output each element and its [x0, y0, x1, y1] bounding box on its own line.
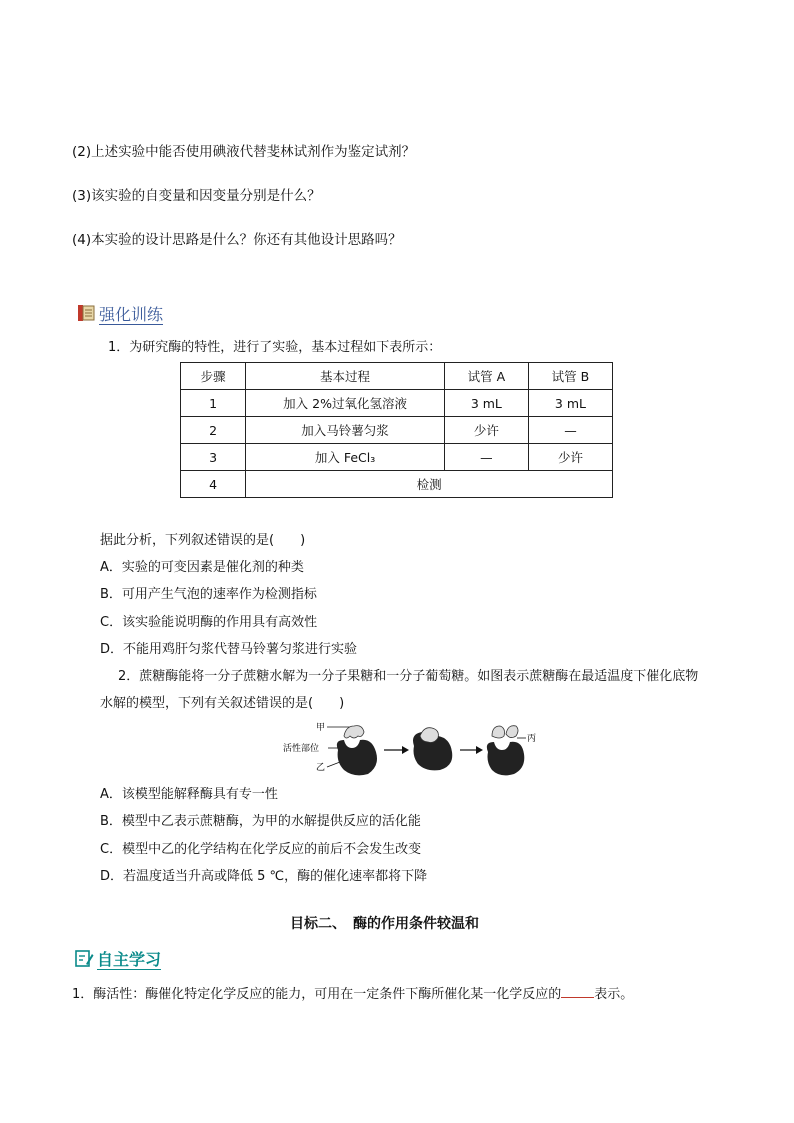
- label-bing: 丙: [527, 734, 537, 744]
- item-text-before: 1．酶活性：酶催化特定化学反应的能力，可用在一定条件下酶所催化某一化学反应的: [72, 987, 562, 1002]
- enzyme-shape: [337, 740, 377, 776]
- table-cell: —: [528, 417, 612, 444]
- header-cell: 试管 A: [444, 363, 528, 390]
- q1-option-a: A．实验的可变因素是催化剂的种类: [100, 560, 304, 575]
- q2-stem-line1: 2．蔗糖酶能将一分子蔗糖水解为一分子果糖和一分子葡萄糖。如图表示蔗糖酶在最适温度下催化底物: [118, 669, 699, 684]
- q2-option-b: B．模型中乙表示蔗糖酶，为甲的水解提供反应的活化能: [100, 814, 421, 829]
- label-active-site: 活性部位: [283, 744, 320, 754]
- label-jia: 甲: [316, 723, 326, 733]
- q1-option-d: D．不能用鸡肝匀浆代替马铃薯匀浆进行实验: [100, 642, 358, 657]
- table-cell: 3: [181, 444, 246, 471]
- q1-option-c: C．该实验能说明酶的作用具有高效性: [100, 615, 318, 630]
- table-cell: 加入 FeCl₃: [246, 444, 445, 471]
- table-cell: 少许: [444, 417, 528, 444]
- label-yi: 乙: [316, 763, 326, 773]
- question-4: (4)本实验的设计思路是什么？你还有其他设计思路吗？: [72, 232, 402, 248]
- question-2: (2)上述实验中能否使用碘液代替斐林试剂作为鉴定试剂？: [72, 144, 416, 160]
- q1-stem: 1．为研究酶的特性，进行了实验，基本过程如下表所示：: [108, 340, 442, 355]
- fill-in-item-1: [72, 983, 633, 1002]
- answer-blank[interactable]: [561, 984, 594, 998]
- book-icon: [76, 303, 96, 327]
- table-cell: 3 mL: [444, 390, 528, 417]
- q2-option-a: A．该模型能解释酶具有专一性: [100, 787, 278, 802]
- substrate-shape: [344, 726, 364, 738]
- table-cell: —: [444, 444, 528, 471]
- table-cell: 2: [181, 417, 246, 444]
- table-cell: 检测: [246, 471, 613, 498]
- section-title: 自主学习: [97, 949, 162, 969]
- table-row: [181, 444, 613, 471]
- header-cell: 基本过程: [246, 363, 445, 390]
- experiment-table: [180, 362, 613, 498]
- q2-option-c: C．模型中乙的化学结构在化学反应的前后不会发生改变: [100, 842, 422, 857]
- enzyme-with-products: [487, 726, 524, 776]
- question-3: (3)该实验的自变量和因变量分别是什么？: [72, 188, 321, 204]
- table-header-row: [181, 363, 613, 390]
- table-row: [181, 417, 613, 444]
- goal-2-heading: 目标二、 酶的作用条件较温和: [290, 916, 479, 932]
- enzyme-model-figure: [280, 718, 550, 778]
- table-cell: 4: [181, 471, 246, 498]
- table-cell: 3 mL: [528, 390, 612, 417]
- enzyme-substrate-complex: [413, 728, 452, 771]
- table-row: [181, 390, 613, 417]
- edit-icon: [74, 948, 94, 972]
- section-header-self-study: [74, 948, 161, 972]
- table-row: [181, 471, 613, 498]
- q2-option-d: D．若温度适当升高或降低 5 ℃，酶的催化速率都将下降: [100, 869, 428, 884]
- header-cell: 试管 B: [528, 363, 612, 390]
- q1-prompt: 据此分析，下列叙述错误的是( ): [100, 533, 306, 548]
- table-cell: 1: [181, 390, 246, 417]
- section-title: 强化训练: [99, 304, 164, 324]
- header-cell: 步骤: [181, 363, 246, 390]
- q2-stem-line2: 水解的模型，下列有关叙述错误的是( ): [100, 696, 345, 711]
- q1-option-b: B．可用产生气泡的速率作为检测指标: [100, 587, 317, 602]
- table-cell: 少许: [528, 444, 612, 471]
- item-text-after: 表示。: [594, 987, 634, 1002]
- table-cell: 加入 2%过氧化氢溶液: [246, 390, 445, 417]
- table-cell: 加入马铃薯匀浆: [246, 417, 445, 444]
- section-header-training: [76, 303, 163, 327]
